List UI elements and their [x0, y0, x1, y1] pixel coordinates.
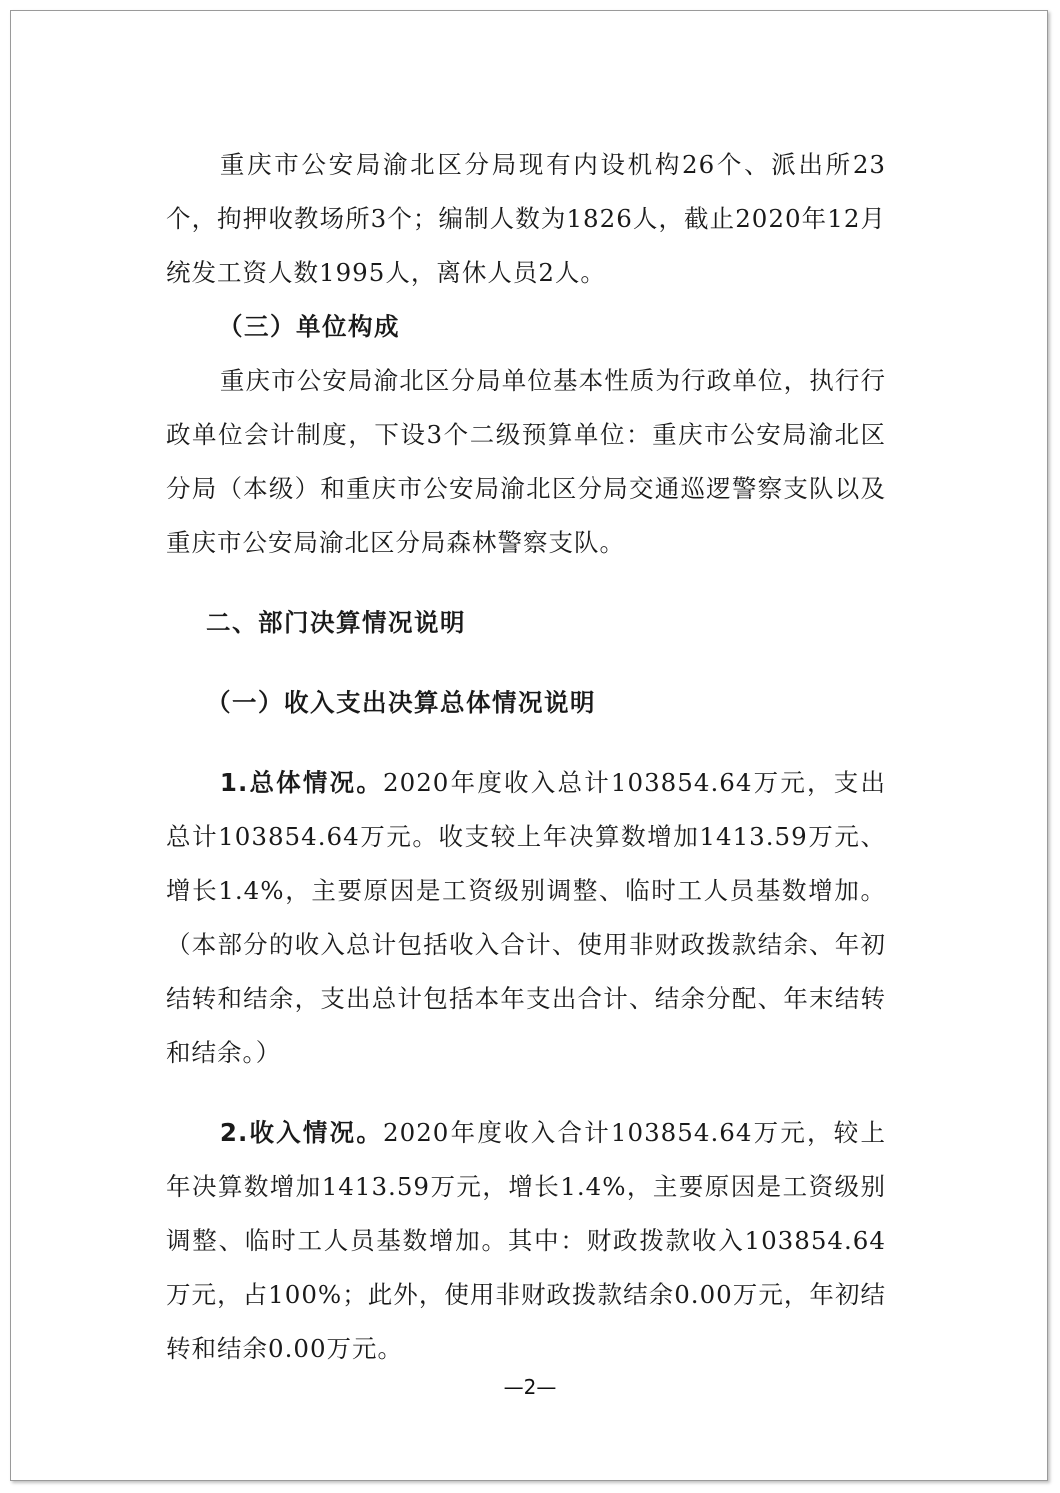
overall-situation-paragraph [166, 756, 886, 1080]
income-situation-text: 2020年度收入合计103854.64万元，较上年决算数增加1413.59万元，增长1.4%，主要原因是工资级别调整、临时工人员基数增加。其中：财政拨款收入103854.64万元，占100%；此外，使用非财政拨款结余0.00万元，年初结转和结余0.00万元。 [166, 1118, 886, 1363]
income-situation-label: 2.收入情况。 [219, 1118, 384, 1147]
staffing-paragraph: 重庆市公安局渝北区分局现有内设机构26个、派出所23个，拘押收教场所3个；编制人数为1826人，截止2020年12月统发工资人数1995人，离休人员2人。 [166, 150, 886, 287]
overall-situation-text: 2020年度收入总计103854.64万元，支出总计103854.64万元。收支较上年决算数增加1413.59万元、增长1.4%，主要原因是工资级别调整、临时工人员基数增加。（本部分的收入总计包括收入合计、使用非财政拨款结余、年初结转和结余，支出总计包括本年支出合计、结余分配、年末结转和结余。） [166, 768, 886, 1067]
section-two-heading: 二、部门决算情况说明 [206, 608, 466, 637]
page-number: —2— [503, 1375, 557, 1399]
income-situation-paragraph [166, 1106, 886, 1376]
unit-composition-paragraph: 重庆市公安局渝北区分局单位基本性质为行政单位，执行行政单位会计制度，下设3个二级预算单位：重庆市公安局渝北区分局（本级）和重庆市公安局渝北区分局交通巡逻警察支队以及重庆市公安局渝北区分局森林警察支队。 [166, 366, 886, 557]
overall-situation-label: 1.总体情况。 [219, 768, 384, 797]
unit-composition-heading: （三）单位构成 [218, 312, 400, 341]
document-body [166, 138, 886, 1376]
income-expense-heading: （一）收入支出决算总体情况说明 [206, 688, 596, 717]
